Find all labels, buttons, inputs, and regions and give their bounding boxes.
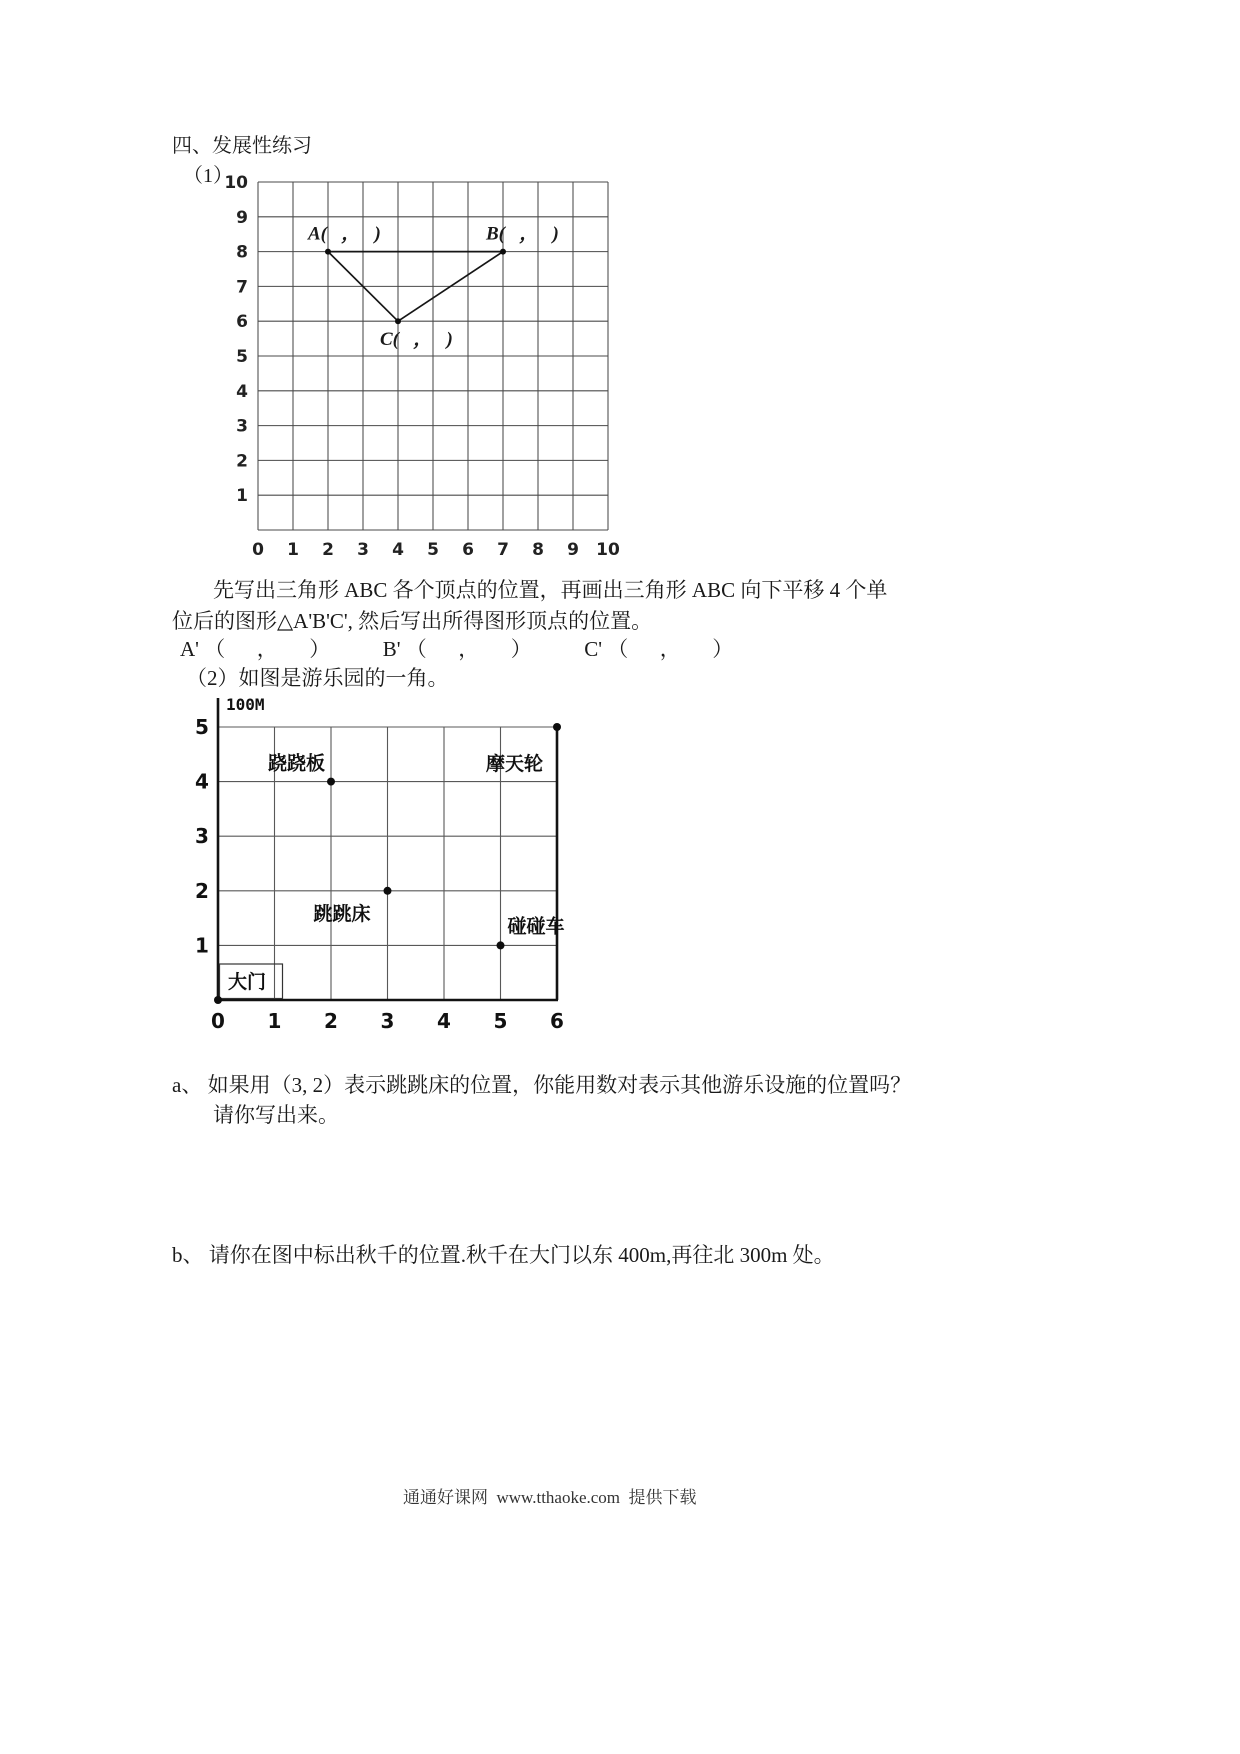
svg-text:碰碰车: 碰碰车: [507, 916, 565, 938]
svg-text:跳跳床: 跳跳床: [313, 903, 371, 925]
svg-text:6: 6: [236, 312, 248, 333]
svg-text:1: 1: [287, 540, 299, 560]
question-b: b、 请你在图中标出秋千的位置.秋千在大门以东 400m,再往北 300m 处。: [172, 1243, 835, 1267]
svg-text:7: 7: [236, 277, 248, 298]
paragraph1-line1: 先写出三角形 ABC 各个顶点的位置，再画出三角形 ABC 向下平移 4 个单: [213, 578, 888, 602]
svg-text:10: 10: [224, 173, 248, 193]
svg-text:3: 3: [357, 540, 369, 560]
grid2-svg: [190, 690, 620, 1042]
svg-text:C( ， ): C( ， ): [380, 329, 453, 351]
svg-text:6: 6: [462, 540, 474, 560]
svg-text:9: 9: [567, 540, 579, 560]
svg-text:4: 4: [236, 381, 248, 402]
svg-text:8: 8: [236, 242, 248, 263]
svg-text:0: 0: [211, 1009, 225, 1033]
svg-text:1: 1: [195, 933, 209, 958]
svg-text:3: 3: [380, 1009, 395, 1033]
svg-text:6: 6: [550, 1009, 564, 1033]
svg-text:跷跷板: 跷跷板: [267, 753, 325, 775]
svg-text:3: 3: [236, 416, 248, 437]
svg-text:10: 10: [596, 540, 620, 560]
svg-text:4: 4: [195, 769, 209, 794]
svg-text:3: 3: [195, 824, 209, 849]
svg-text:摩天轮: 摩天轮: [485, 754, 543, 775]
item2-label: （2）如图是游乐园的一角。: [186, 666, 449, 690]
footer-text: 通通好课网 www.tthaoke.com 提供下载: [403, 1488, 697, 1507]
svg-text:9: 9: [236, 207, 248, 228]
svg-text:4: 4: [392, 540, 404, 560]
svg-text:0: 0: [252, 540, 264, 560]
svg-text:2: 2: [236, 451, 248, 472]
svg-text:100M: 100M: [226, 695, 265, 714]
grid1-svg: [210, 170, 640, 570]
svg-text:A( ， ): A( ， ): [308, 223, 381, 245]
section-title: 四、发展性练习: [172, 135, 312, 157]
answer-blanks: A' （ ， ） B' （ ， ） C' （ ， ）: [180, 637, 734, 661]
svg-text:2: 2: [324, 1009, 338, 1033]
svg-text:4: 4: [437, 1009, 451, 1033]
svg-text:7: 7: [497, 540, 509, 560]
svg-text:2: 2: [195, 878, 209, 903]
svg-text:5: 5: [195, 715, 209, 739]
svg-text:1: 1: [267, 1009, 282, 1033]
paragraph1-line2: 位后的图形△A'B'C', 然后写出所得图形顶点的位置。: [172, 609, 653, 633]
svg-text:B( ， ): B( ， ): [486, 223, 559, 245]
svg-text:5: 5: [493, 1009, 508, 1033]
svg-text:8: 8: [532, 540, 544, 560]
svg-text:2: 2: [322, 540, 334, 560]
svg-text:大门: 大门: [228, 972, 267, 993]
question-a-line2: 请你写出来。: [213, 1103, 339, 1127]
item1-label: （1）: [183, 165, 233, 187]
svg-text:5: 5: [236, 347, 248, 367]
question-a-line1: a、 如果用（3, 2）表示跳跳床的位置，你能用数对表示其他游乐设施的位置吗？: [172, 1073, 912, 1097]
svg-text:5: 5: [427, 540, 439, 560]
svg-text:1: 1: [236, 486, 248, 507]
